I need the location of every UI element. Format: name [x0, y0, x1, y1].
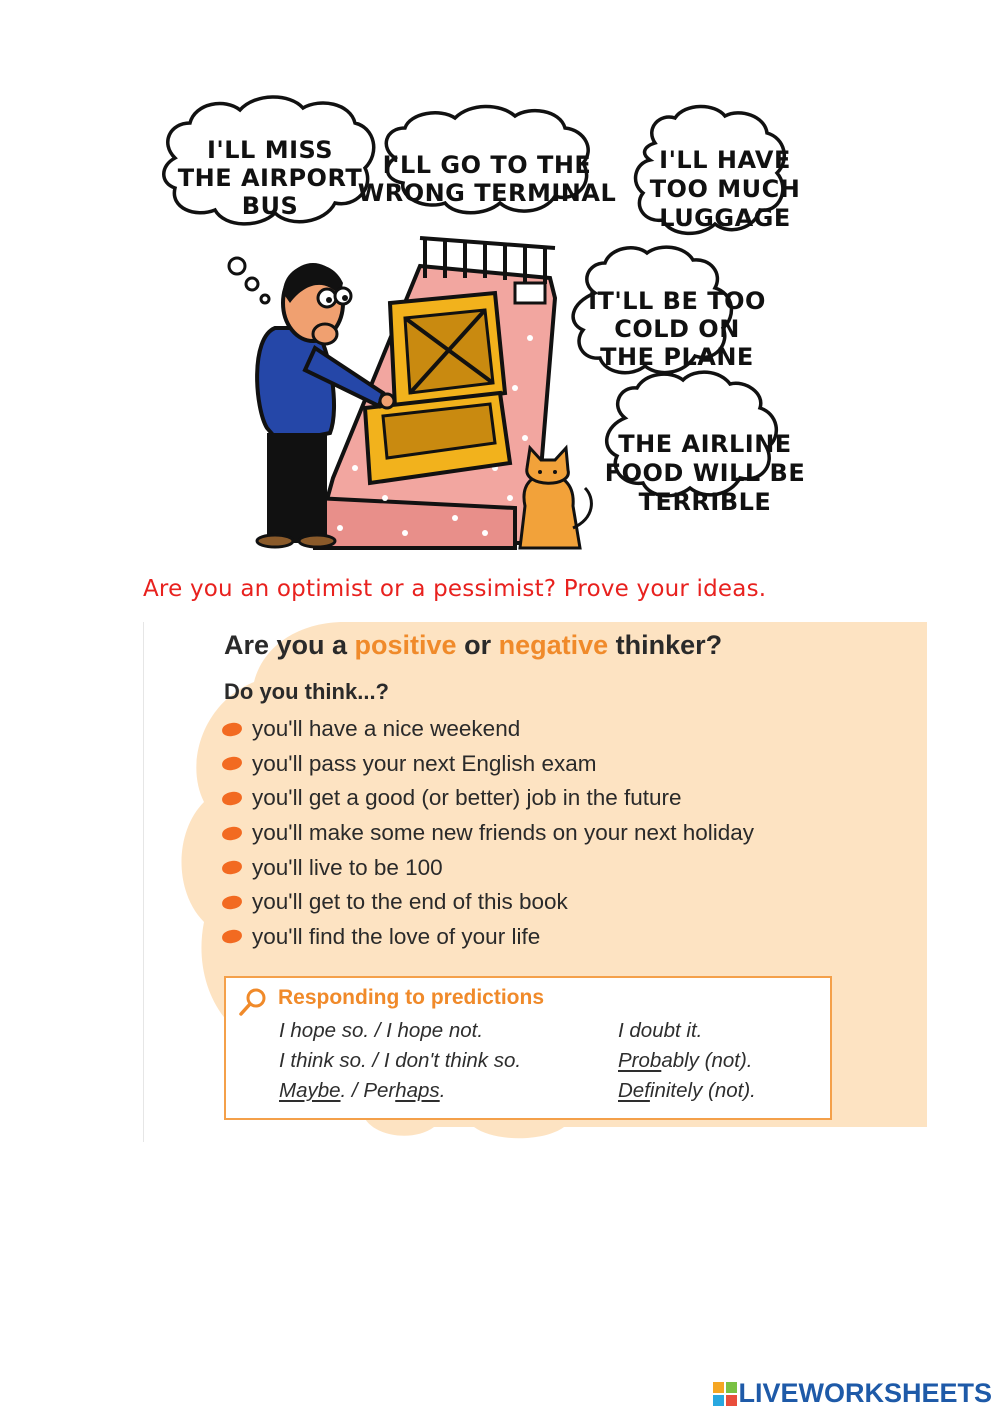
thought-bubble-1	[164, 97, 374, 224]
list-item-text: you'll find the love of your life	[252, 923, 541, 949]
bubble-4-line-3: THE PLANE	[600, 343, 754, 371]
phrase-maybe-mid: . / Per	[340, 1079, 396, 1102]
quiz-subheading: Do you think...?	[224, 679, 389, 704]
thought-bubble-3	[636, 106, 801, 233]
list-item-text: you'll make some new friends on your next holiday	[252, 820, 755, 846]
cartoon-illustration	[155, 88, 855, 558]
phrase-perhaps-stressed: haps	[395, 1079, 440, 1102]
thought-bubble-4	[573, 247, 766, 373]
thought-bubble-2	[358, 106, 617, 212]
bullet-icon	[221, 929, 243, 945]
bullet-icon	[221, 721, 243, 737]
quiz-title-negative: negative	[498, 630, 609, 660]
list-item	[222, 920, 754, 955]
svg-text:I'LL HAVETOO MUCHLUGGAGE	[650, 146, 801, 232]
list-item-text: you'll get to the end of this book	[252, 889, 568, 915]
list-item	[222, 816, 754, 851]
liveworksheets-logo	[712, 1378, 992, 1409]
quiz-title-part2: thinker?	[608, 630, 723, 660]
phrase-maybe	[279, 1079, 445, 1103]
bubble-2-line-2: WRONG TERMINAL	[357, 179, 617, 207]
phrase-probably-stressed: Prob	[618, 1049, 662, 1072]
list-item	[222, 747, 754, 782]
magnifier-icon	[238, 987, 268, 1017]
bubble-4-line-2: COLD ON	[614, 315, 740, 343]
quiz-title	[224, 630, 722, 661]
phrase-think: I think so. / I don't think so.	[279, 1049, 522, 1072]
responding-box	[224, 976, 832, 1120]
logo-mark-icon	[712, 1381, 738, 1407]
phrase-probably	[618, 1049, 752, 1073]
bubble-5-line-3: TERRIBLE	[638, 488, 772, 516]
bubble-4-line-1: IT'LL BE TOO	[588, 287, 766, 315]
bullet-icon	[221, 894, 243, 910]
responding-title: Responding to predictions	[278, 986, 544, 1009]
list-item-text: you'll get a good (or better) job in the future	[252, 785, 682, 811]
phrase-definitely	[618, 1079, 756, 1103]
bullet-icon	[221, 860, 243, 876]
phrase-doubt: I doubt it.	[618, 1019, 703, 1042]
list-item-text: you'll live to be 100	[252, 854, 443, 880]
task-prompt: Are you an optimist or a pessimist? Prove your ideas.	[143, 576, 767, 602]
quiz-panel	[143, 622, 927, 1142]
list-item-text: you'll have a nice weekend	[252, 716, 521, 742]
list-item	[222, 850, 754, 885]
prediction-list	[222, 712, 754, 954]
bubble-5-line-1: THE AIRLINE	[618, 430, 792, 458]
bubble-5-line-2: FOOD WILL BE	[604, 459, 806, 487]
bubble-2-line-1: I'LL GO TO THE	[382, 151, 592, 179]
bubble-3-line-1: I'LL HAVE	[659, 146, 791, 174]
svg-text:IT'LL BE TOOCOLD ONTHE PLANE	[588, 287, 766, 371]
list-item	[222, 712, 754, 747]
phrase-probably-rest: ably (not).	[661, 1049, 753, 1072]
thought-bubble-5	[605, 372, 806, 516]
phrase-maybe-end: .	[439, 1079, 446, 1102]
bullet-icon	[221, 791, 243, 807]
list-item	[222, 885, 754, 920]
phrase-definitely-stressed: Def	[618, 1079, 650, 1102]
bullet-icon	[221, 825, 243, 841]
bubble-1-line-2: THE AIRPORT	[177, 164, 363, 192]
bubble-1-line-1: I'LL MISS	[206, 136, 334, 164]
list-item	[222, 781, 754, 816]
bubble-3-line-2: TOO MUCH	[649, 175, 801, 203]
quiz-title-positive: positive	[354, 630, 457, 660]
phrase-maybe-stressed: Maybe	[279, 1079, 341, 1102]
svg-text:THE AIRLINEFOOD WILL BETERRIBL	[605, 430, 806, 516]
phrase-definitely-rest: initely (not).	[649, 1079, 756, 1102]
bullet-icon	[221, 756, 243, 772]
bubble-1-line-3: BUS	[241, 192, 299, 220]
cat-figure	[520, 448, 591, 548]
list-item-text: you'll pass your next English exam	[252, 750, 597, 776]
bubble-3-line-3: LUGGAGE	[659, 204, 791, 232]
logo-text: LIVEWORKSHEETS	[738, 1378, 992, 1408]
svg-text:I'LL GO TO THEWRONG TERMINAL	[358, 151, 617, 207]
phrase-hope: I hope so. / I hope not.	[279, 1019, 484, 1042]
quiz-title-part1: Are you a	[224, 630, 355, 660]
quiz-title-or: or	[456, 630, 499, 660]
